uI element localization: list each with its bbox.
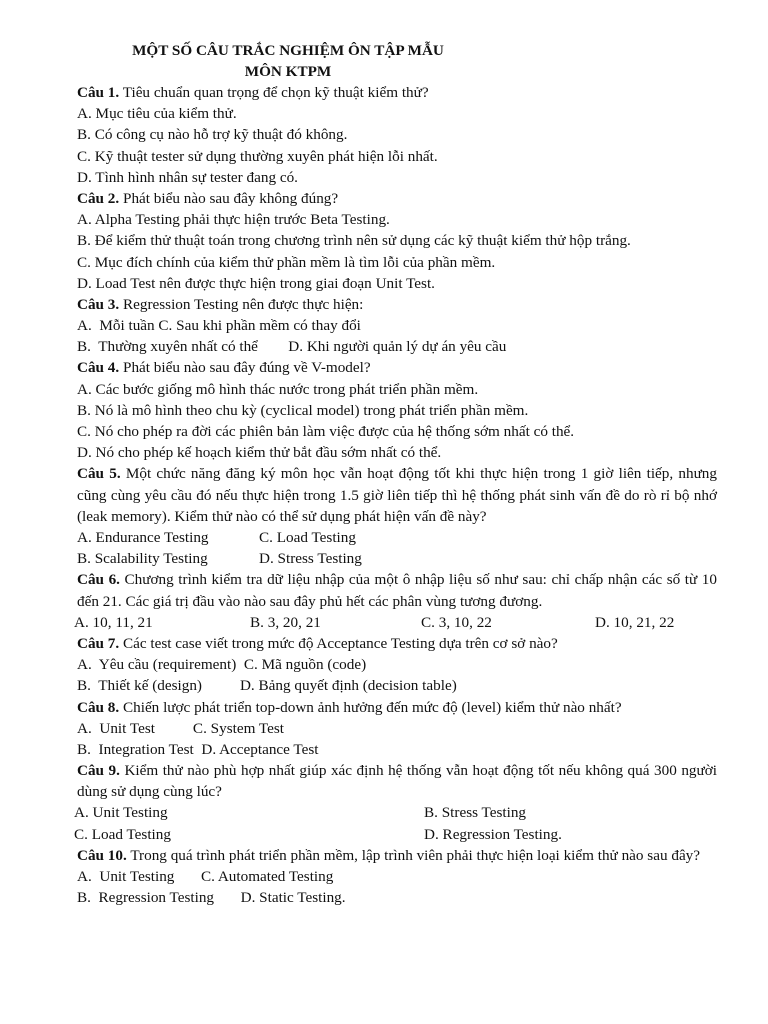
answer-option: C. 3, 10, 22 bbox=[421, 613, 492, 631]
answer-option: A. Endurance Testing bbox=[77, 528, 209, 546]
question-label: Câu 3. bbox=[77, 295, 120, 313]
question-stem: Một chức năng đăng ký môn học vẫn hoạt động tốt khi thực hiện trong 1 giờ liên tiếp, nhưng cũng cùng yêu cầu đó nếu thực hiện trong 1.5 giờ liên tiếp thì hệ thống phát sinh vấn đề do rò rỉ bộ nhớ (leak memory). Kiểm thử nào có thể sử dụng phát hiện vấn đề này? bbox=[77, 465, 717, 525]
question-label: Câu 2. bbox=[77, 189, 120, 207]
answer-option: D. Tình hình nhân sự tester đang có. bbox=[77, 168, 298, 186]
question-9 bbox=[74, 760, 717, 845]
answer-option: A. Unit Test C. System Test bbox=[77, 719, 284, 737]
answer-option: D. Stress Testing bbox=[259, 550, 362, 568]
question-label: Câu 5. bbox=[77, 465, 121, 483]
question-label: Câu 6. bbox=[77, 571, 120, 589]
document-title: MỘT SỐ CÂU TRẮC NGHIỆM ÔN TẬP MẪU bbox=[132, 42, 444, 59]
question-6 bbox=[74, 569, 717, 633]
question-label: Câu 1. bbox=[77, 84, 120, 101]
answer-option: B. Nó là mô hình theo chu kỳ (cyclical model) trong phát triển phần mềm. bbox=[77, 401, 529, 419]
question-2-text bbox=[77, 188, 717, 209]
answer-option: C. Load Testing bbox=[74, 825, 171, 843]
question-2 bbox=[77, 188, 717, 294]
document-subtitle: MÔN KTPM bbox=[244, 63, 332, 80]
answer-option: A. Các bước giống mô hình thác nước trong phát triển phần mềm. bbox=[77, 380, 479, 398]
question-5-text bbox=[77, 463, 717, 527]
question-stem: Phát biểu nào sau đây không đúng? bbox=[119, 189, 339, 207]
question-5 bbox=[77, 463, 717, 569]
question-label: Câu 4. bbox=[77, 359, 120, 377]
question-stem: Các test case viết trong mức độ Acceptance Testing dựa trên cơ sở nào? bbox=[119, 634, 558, 652]
question-list bbox=[74, 82, 717, 908]
question-label: Câu 9. bbox=[77, 762, 120, 780]
question-3 bbox=[77, 294, 717, 358]
answer-option: B. Thiết kế (design) D. Bảng quyết định (decision table) bbox=[77, 677, 457, 695]
answer-row bbox=[74, 612, 717, 633]
answer-option: C. Mục đích chính của kiểm thử phần mềm là tìm lỗi của phần mềm. bbox=[77, 253, 496, 271]
question-8 bbox=[77, 697, 717, 761]
question-10 bbox=[77, 845, 717, 909]
answer-option: B. 3, 20, 21 bbox=[250, 613, 321, 631]
answer-row bbox=[77, 548, 717, 569]
question-3-text bbox=[77, 294, 717, 315]
question-stem: Chương trình kiểm tra dữ liệu nhập của một ô nhập liệu số như sau: chỉ chấp nhận các số từ 10 đến 21. Các giá trị đầu vào nào sau đây phủ hết các phân vùng tương đương. bbox=[77, 571, 717, 610]
question-1-text bbox=[77, 82, 717, 103]
answer-option: D. Nó cho phép kế hoạch kiểm thử bắt đầu sớm nhất có thể. bbox=[77, 444, 442, 462]
question-stem: Phát biểu nào sau đây đúng về V-model? bbox=[119, 359, 371, 377]
answer-option: D. Load Test nên được thực hiện trong giai đoạn Unit Test. bbox=[77, 274, 435, 292]
answer-option: B. Có công cụ nào hỗ trợ kỹ thuật đó không. bbox=[77, 126, 348, 144]
question-7 bbox=[77, 633, 717, 697]
answer-row bbox=[77, 527, 717, 548]
question-label: Câu 8. bbox=[77, 698, 120, 716]
answer-option: C. Nó cho phép ra đời các phiên bản làm việc được của hệ thống sớm nhất có thể. bbox=[77, 423, 575, 440]
question-label: Câu 10. bbox=[77, 846, 127, 864]
answer-option: D. Regression Testing. bbox=[424, 825, 562, 843]
question-4 bbox=[77, 357, 717, 463]
answer-option: A. Unit Testing C. Automated Testing bbox=[77, 868, 334, 886]
answer-row bbox=[74, 802, 717, 823]
question-7-text bbox=[77, 633, 717, 654]
answer-option: B. Regression Testing D. Static Testing. bbox=[77, 889, 346, 907]
question-1 bbox=[77, 82, 717, 188]
answer-option: B. Scalability Testing bbox=[77, 550, 208, 568]
question-9-text bbox=[77, 760, 717, 802]
question-label: Câu 7. bbox=[77, 634, 120, 652]
answer-option: C. Load Testing bbox=[259, 528, 356, 546]
answer-option: A. Alpha Testing phải thực hiện trước Beta Testing. bbox=[77, 211, 390, 229]
answer-option: B. Thường xuyên nhất có thể D. Khi người quản lý dự án yêu cầu bbox=[77, 338, 507, 356]
question-6-text bbox=[77, 569, 717, 611]
question-stem: Kiểm thử nào phù hợp nhất giúp xác định hệ thống vẫn hoạt động tốt nếu không quá 300 người dùng sử dụng cùng lúc? bbox=[77, 762, 717, 801]
answer-option: C. Kỹ thuật tester sử dụng thường xuyên phát hiện lỗi nhất. bbox=[77, 147, 438, 165]
question-stem: Regression Testing nên được thực hiện: bbox=[119, 295, 364, 313]
answer-option: A. Yêu cầu (requirement) C. Mã nguồn (code) bbox=[77, 656, 367, 674]
answer-option: A. Mục tiêu của kiểm thử. bbox=[77, 105, 237, 123]
answer-option: A. Mỗi tuần C. Sau khi phần mềm có thay đổi bbox=[77, 317, 361, 335]
answer-row bbox=[74, 824, 717, 845]
answer-option: A. Unit Testing bbox=[74, 804, 168, 822]
question-4-text bbox=[77, 357, 717, 378]
question-stem: Chiến lược phát triển top-down ảnh hưởng đến mức độ (level) kiểm thử nào nhất? bbox=[119, 698, 622, 716]
answer-option: B. Stress Testing bbox=[424, 804, 527, 822]
answer-option: B. Integration Test D. Acceptance Test bbox=[77, 740, 319, 758]
question-10-text bbox=[77, 845, 717, 866]
answer-option: D. 10, 21, 22 bbox=[595, 613, 675, 631]
answer-option: A. 10, 11, 21 bbox=[74, 613, 153, 631]
answer-option: B. Để kiểm thử thuật toán trong chương trình nên sử dụng các kỹ thuật kiểm thử hộp trắng. bbox=[77, 232, 631, 250]
question-8-text bbox=[77, 697, 717, 718]
question-stem: Tiêu chuẩn quan trọng để chọn kỹ thuật kiểm thử? bbox=[119, 84, 429, 101]
question-stem: Trong quá trình phát triển phần mềm, lập trình viên phải thực hiện loại kiểm thử nào sau đây? bbox=[126, 846, 701, 864]
